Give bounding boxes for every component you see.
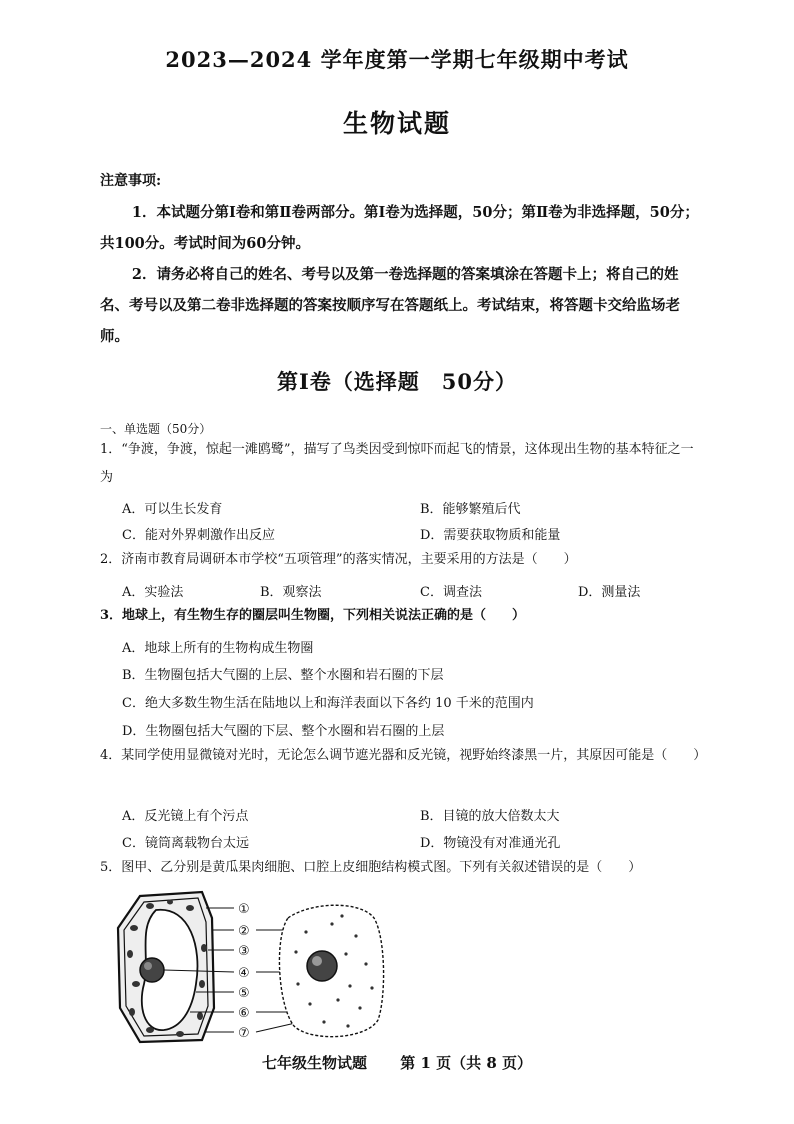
animal-cell-diagram: [279, 905, 383, 1036]
notice-heading: 注意事项:: [100, 173, 162, 189]
figure-label-3: ③: [238, 944, 250, 959]
question-2-stem: 2．济南市教育局调研本市学校“五项管理”的落实情况，主要采用的方法是（ ）: [100, 552, 577, 567]
figure-label-5: ⑤: [238, 986, 250, 1001]
page-footer: [0, 1052, 794, 1073]
q4-option-c: C．镜筒离载物台太远: [122, 836, 249, 851]
q2-option-c: C．调查法: [420, 585, 482, 600]
q3-option-a: A．地球上所有的生物构成生物圈: [122, 641, 314, 656]
figure-label-7: ⑦: [238, 1026, 250, 1041]
subject-title: 生物试题: [342, 109, 451, 138]
footer-subject: 七年级生物试题: [261, 1054, 367, 1072]
footer-page-number: 第 1 页（共 8 页）: [400, 1054, 532, 1072]
notice-item-1: 1．本试题分第Ⅰ卷和第Ⅱ卷两部分。第Ⅰ卷为选择题，50分；第Ⅱ卷为非选择题，50分；共100分。考试时间为60分钟。: [100, 204, 699, 252]
q4-option-d: D．物镜没有对准通光孔: [420, 836, 561, 851]
q1-option-c: C．能对外界刺激作出反应: [122, 528, 275, 543]
question-3-stem: 3．地球上，有生物生存的圈层叫生物圈，下列相关说法正确的是（ ）: [100, 608, 526, 623]
q1-option-b: B．能够繁殖后代: [420, 502, 521, 517]
plant-cell-diagram: [118, 892, 214, 1042]
section-title: 第Ⅰ卷（选择题 50分）: [276, 369, 518, 394]
q3-option-c: C．绝大多数生物生活在陆地以上和海洋表面以下各约 10 千米的范围内: [122, 696, 534, 711]
q2-option-b: B．观察法: [260, 585, 322, 600]
question-4-stem: 4．某同学使用显微镜对光时，无论怎么调节遮光器和反光镜，视野始终漆黑一片，其原因可能是（ ）: [100, 748, 707, 763]
figure-label-1: ①: [238, 902, 250, 917]
figure-label-6: ⑥: [238, 1006, 250, 1021]
figure-label-2: ②: [238, 924, 250, 939]
q3-option-b: B．生物圈包括大气圈的上层、整个水圈和岩石圈的下层: [122, 668, 444, 683]
part-label: 一、单选题（50分）: [100, 422, 212, 436]
question-5-stem: 5．图甲、乙分别是黄瓜果肉细胞、口腔上皮细胞结构模式图。下列有关叙述错误的是（ ）: [100, 860, 642, 875]
cell-structure-figure: [110, 888, 390, 1048]
q3-option-d: D．生物圈包括大气圈的下层、整个水圈和岩石圈的上层: [122, 724, 445, 739]
q2-option-d: D．测量法: [578, 585, 641, 600]
q2-option-a: A．实验法: [122, 585, 184, 600]
notice-item-2: 2．请务必将自己的姓名、考号以及第一卷选择题的答案填涂在答题卡上；将自己的姓名、考号以及第二卷非选择题的答案按顺序写在答题纸上。考试结束，将答题卡交给监场老师。: [100, 266, 680, 345]
q1-option-a: A．可以生长发育: [122, 502, 223, 517]
question-1-stem: 1．“争渡，争渡，惊起一滩鸥鹭”，描写了鸟类因受到惊吓而起飞的情景，这体现出生物的基本特征之一为: [100, 442, 694, 485]
q1-option-d: D．需要获取物质和能量: [420, 528, 561, 543]
figure-label-4: ④: [238, 966, 250, 981]
q4-option-b: B．目镜的放大倍数太大: [420, 809, 560, 824]
exam-title: 2023—2024 学年度第一学期七年级期中考试: [165, 47, 629, 72]
q4-option-a: A．反光镜上有个污点: [122, 809, 249, 824]
